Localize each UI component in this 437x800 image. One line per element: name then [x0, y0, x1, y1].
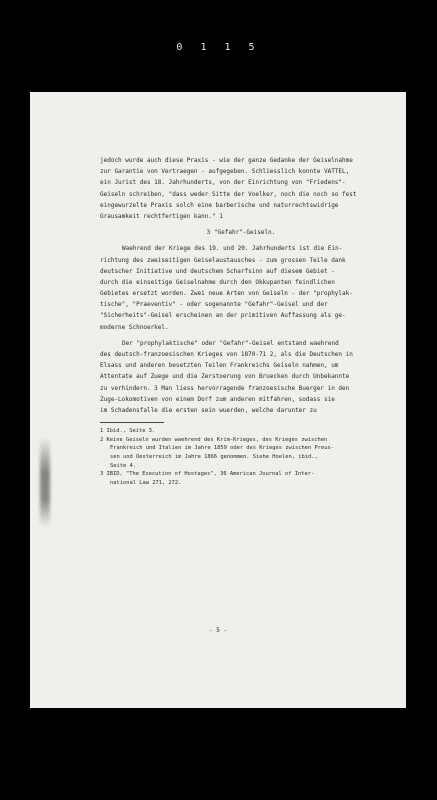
text-line: zu verhindern. 3 Man liess hervorragende franzoesische Buerger in den — [100, 384, 350, 392]
footnotes — [100, 427, 382, 487]
text-line: Elsass und anderen besetzten Teilen Frankreichs Geiseln nahmen, um — [100, 362, 339, 370]
text-line: deutscher Initiative und deutschem Scharfsinn auf diesem Gebiet - — [100, 267, 335, 275]
footnote-2-cont: Frankreich und Italien im Jahre 1859 oder des Krieges zwischen Preus- — [110, 445, 334, 452]
footnote-3-cont: national Law 271, 272. — [110, 479, 182, 486]
text-line: des deutsch-franzoesischen Krieges von 1870-71 2, als die Deutschen in — [100, 351, 353, 358]
section-heading: 3 "Gefahr"-Geiseln. — [206, 229, 276, 237]
footnote-2-cont: sen und Oesterreich im Jahre 1866 genommen. Siehe Hoelen, ibid., — [110, 453, 318, 460]
text-line: moderne Schnoerkel. — [100, 323, 169, 331]
text-line: ein Jurist des 18. Jahrhunderts, von der Einrichtung von "Friedens"- — [100, 179, 346, 187]
page-content — [100, 155, 382, 487]
text-line: zur Garantie von Vertraegen - aufgegeben. Schliesslich konnte VATTEL, — [100, 168, 350, 176]
text-line: Waehrend der Kriege des 19. und 20. Jahrhunderts ist die Ein- — [122, 245, 343, 253]
archive-stamp-number: 0 1 1 5 — [176, 42, 261, 53]
footnote-1: 1 Ibid., Seite 3. — [100, 428, 156, 435]
text-line: tische", "Praeventiv" - oder sogenannte "Gefahr"-Geisel und der — [100, 301, 328, 309]
text-line: richtung des zweiseitigen Geiselaustausches - zum grossen Teile dank — [100, 256, 346, 264]
footnote-divider — [100, 422, 164, 423]
paragraph-2 — [100, 243, 382, 333]
text-line: Der "prophylaktische" oder "Gefahr"-Geisel entstand waehrend — [122, 339, 339, 347]
document-page — [30, 92, 406, 708]
text-line: durch die einseitige Geiselnahme durch den Okkupanten feindlichen — [100, 278, 335, 286]
text-line: im Schadensfalle die ersten sein wuerden, welche darunter zu — [100, 406, 317, 414]
text-line: Zuge-Lokomotiven von einem Dorf zum anderen mitfahren, sodass sie — [100, 395, 335, 403]
text-line: Gebietes ersetzt worden. Zwei neue Arten von Geiseln - der "prophylak- — [100, 290, 353, 298]
text-line: Grausamkeit rechtfertigen kann." 1 — [100, 212, 223, 220]
page-number: - 5 - — [208, 627, 228, 634]
scan-smudge — [40, 437, 50, 527]
text-line: jedoch wurde auch diese Praxis - wie der ganze Gedanke der Geiselnahme — [100, 157, 353, 164]
footnote-2-cont: Seite 4. — [110, 462, 136, 469]
text-line: "Sicherheits"-Geisel erscheinen an der primitiven Auffassung als ge- — [100, 312, 346, 320]
text-line: eingewurzelte Praxis solch eine barberische und naturrechtswidrige — [100, 201, 339, 209]
text-line: Attentate auf Zuege und die Zerstoerung von Bruecken durch Unbekannte — [100, 373, 350, 381]
footnote-2: 2 Keine Geiseln wurden waehrend des Krim-Krieges, des Krieges zwischen — [100, 436, 328, 443]
paragraph-3 — [100, 338, 382, 416]
footnote-3: 3 IBID, "The Execution of Hostages", 36 American Journal of Inter- — [100, 471, 315, 478]
paragraph-1 — [100, 155, 382, 222]
text-line: Geiseln schreiben, "dass weder Sitte der Voelker, noch die noch so fest — [100, 190, 357, 198]
